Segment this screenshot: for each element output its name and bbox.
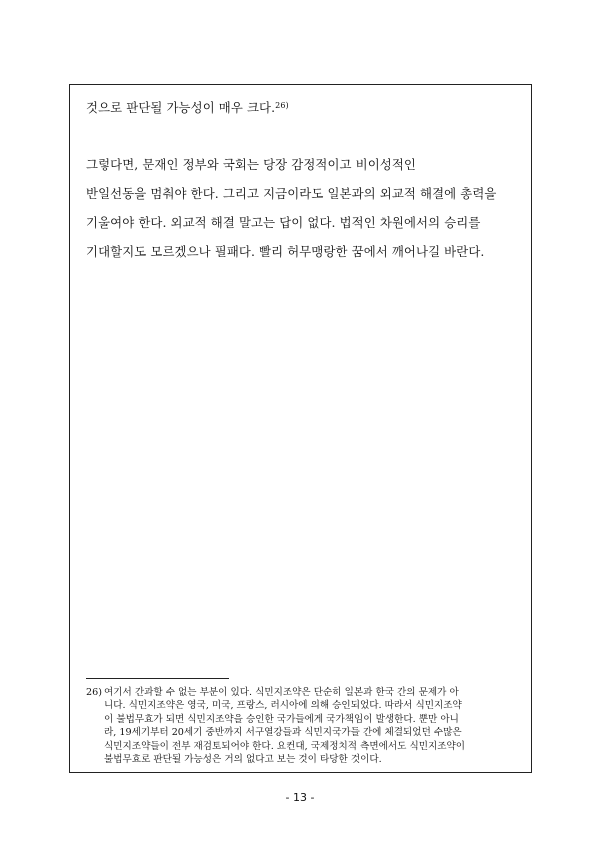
body-text xyxy=(86,93,520,266)
body-line-1 xyxy=(86,93,520,122)
footnote-line: 이 불법무효가 되면 식민지조약을 승인한 국가들에게 국가책임이 발생한다. 뿐만 아니 xyxy=(104,713,459,725)
footnote-divider xyxy=(86,678,229,679)
footnote-number: 26) xyxy=(86,687,102,698)
paragraph-gap xyxy=(86,122,520,150)
body-line-1-text: 것으로 판단될 가능성이 매우 크다. xyxy=(86,100,276,115)
paragraph-line: 그렇다면, 문재인 정부와 국회는 당장 감정적이고 비이성적인 xyxy=(86,157,417,172)
paragraph-line: 반일선동을 멈춰야 한다. 그리고 지금이라도 일본과의 외교적 해결에 총력을 xyxy=(86,186,497,201)
footnote-line: 불법무효로 판단될 가능성은 거의 없다고 보는 것이 타당한 것이다. xyxy=(104,754,382,766)
paragraph-line: 기울여야 한다. 외교적 해결 말고는 답이 없다. 법적인 차원에서의 승리를 xyxy=(86,215,481,230)
footnote-reference: 26) xyxy=(275,101,289,110)
footnote-line: 식민지조약들이 전부 재검토되어야 한다. 요컨대, 국제정치적 측면에서도 식민지조약이 xyxy=(104,740,466,752)
page-number: - 13 - xyxy=(285,791,315,804)
footnote-text xyxy=(104,686,465,766)
footnote xyxy=(86,686,526,766)
footnote-line: 라, 19세기부터 20세기 중반까지 서구열강들과 식민지국가들 간에 체결되었던 수많은 xyxy=(104,727,462,739)
footnote-line: 여기서 간과할 수 없는 부분이 있다. 식민지조약은 단순히 일본과 한국 간의 문제가 아 xyxy=(104,687,459,698)
paragraph-line: 기대할지도 모르겠으나 필패다. 빨리 허무맹랑한 꿈에서 깨어나길 바란다. xyxy=(86,244,485,259)
footnote-line: 니다. 식민지조약은 영국, 미국, 프랑스, 러시아에 의해 승인되었다. 따라서 식민지조약 xyxy=(104,700,462,712)
